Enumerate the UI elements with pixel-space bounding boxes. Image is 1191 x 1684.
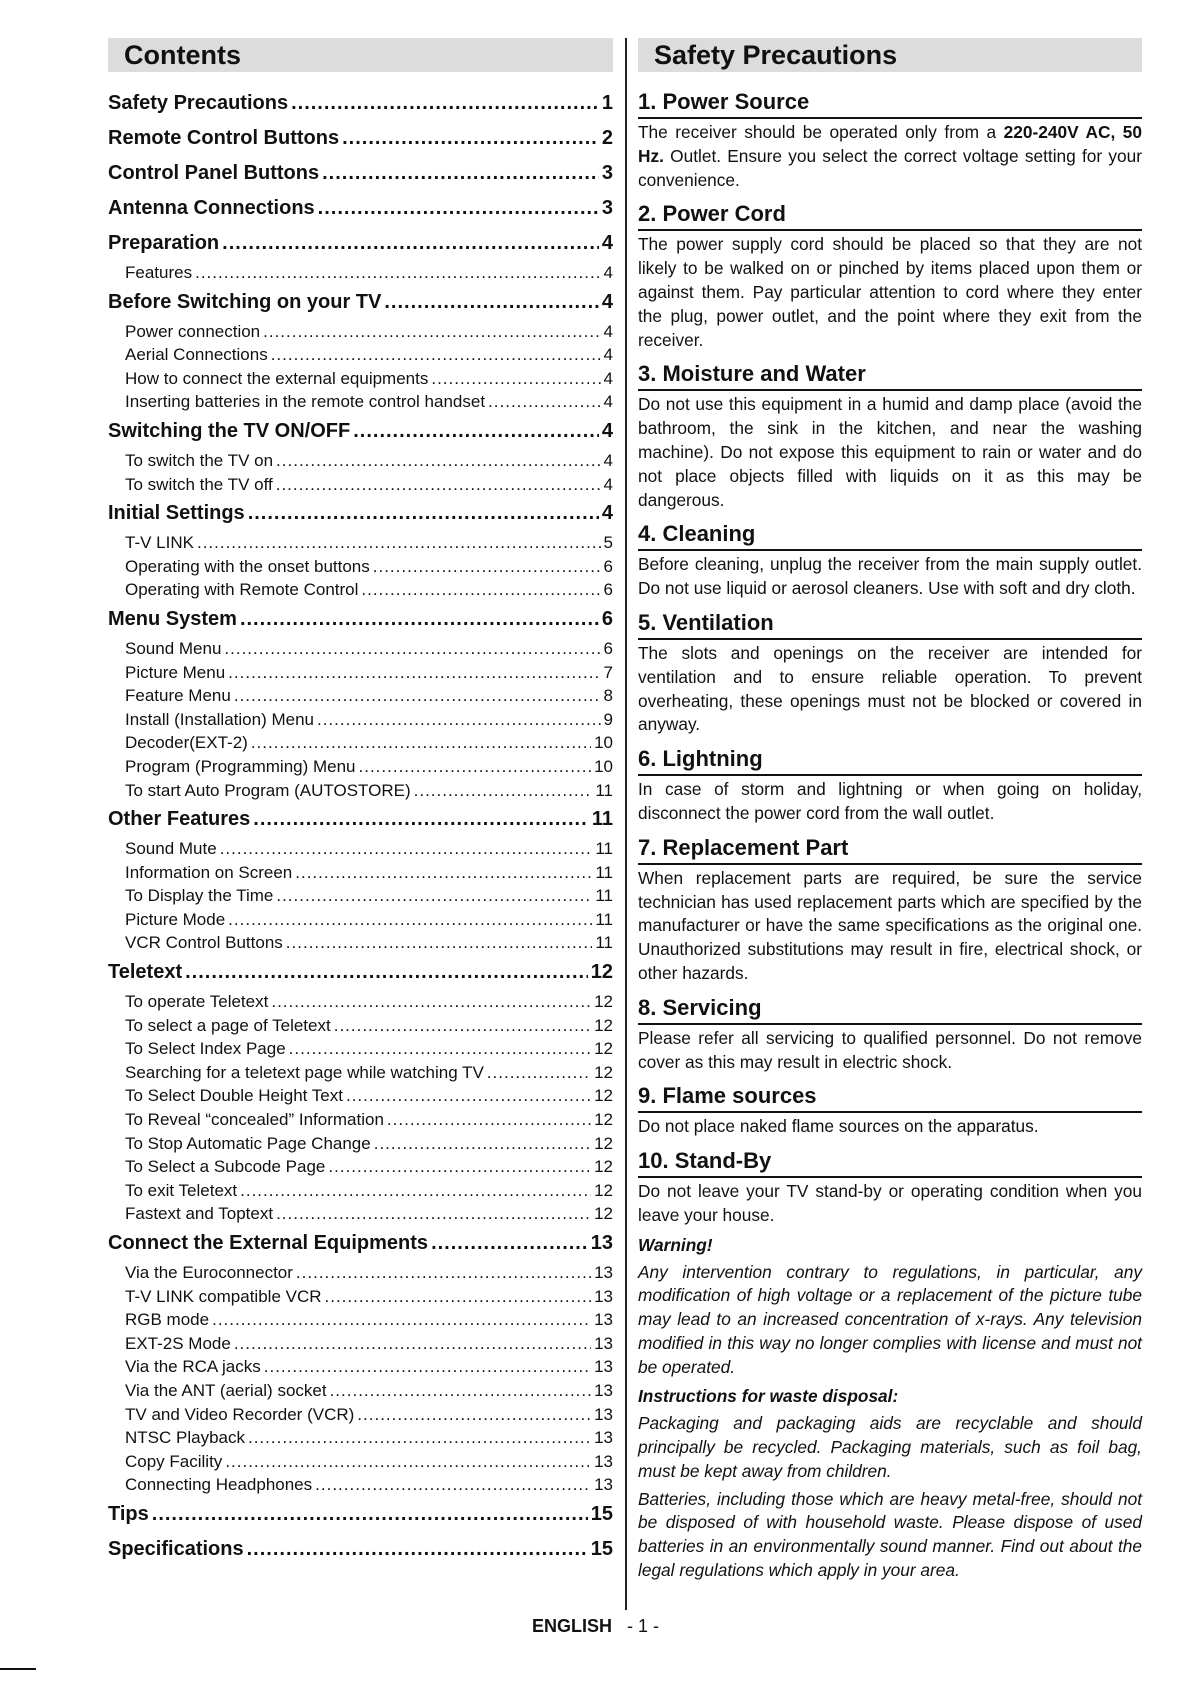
toc-entry: [108, 226, 613, 261]
toc-subentry-page: 12: [594, 1062, 613, 1082]
toc-entry-page: 4: [601, 502, 613, 525]
toc-subentry: [108, 1379, 613, 1403]
toc-subentry-page: 12: [594, 1180, 613, 1200]
toc-subentry-page: 13: [594, 1263, 613, 1282]
waste-title: Instructions for waste disposal:: [638, 1386, 899, 1407]
toc-subentry: [108, 1202, 613, 1226]
toc-entry-label: Connect the External Equipments: [108, 1232, 429, 1254]
toc-subentry-label: T-V LINK compatible VCR: [125, 1286, 322, 1306]
toc-subentry: [108, 390, 613, 414]
toc-subentry: [108, 1308, 613, 1332]
toc-subentry: [108, 1261, 613, 1285]
toc-leader: [228, 661, 600, 685]
toc-subentry: [108, 531, 613, 555]
toc-subentry-page: 13: [594, 1310, 613, 1330]
toc-entry-page: 6: [601, 607, 613, 630]
corner-mark: [0, 1668, 36, 1670]
toc-subentry-page: 13: [594, 1286, 613, 1306]
waste-text-2: Batteries, including those which are heavy metal-free, should not be disposed of with household waste. Please dispose of used batteries in an environmentally sound manner. Find out about the legal regulations which apply in your area.: [638, 1488, 1142, 1581]
safety-section-body: [638, 1115, 1142, 1139]
toc-subentry: [108, 1332, 613, 1356]
toc-leader: [315, 1473, 591, 1497]
toc-leader: [384, 285, 599, 320]
toc-subentry-page: 11: [595, 862, 613, 882]
toc-subentry-page: 9: [603, 709, 613, 729]
toc-entry: [108, 121, 613, 156]
toc-entry: [108, 156, 613, 191]
toc-leader: [276, 1202, 591, 1226]
toc-subentry: [108, 449, 613, 473]
safety-section-heading: 5. Ventilation: [638, 607, 1142, 640]
toc-entry-label: Preparation: [108, 232, 220, 254]
toc-subentry-label: Decoder(EXT-2): [125, 733, 248, 753]
warning-title: Warning!: [638, 1234, 713, 1255]
toc-subentry: [108, 637, 613, 661]
toc-subentry-page: 7: [603, 662, 613, 682]
toc-subentry-page: 6: [603, 580, 613, 600]
safety-section-heading: 1. Power Source: [638, 86, 1142, 119]
toc-entry-page: 11: [591, 808, 613, 831]
toc-leader: [318, 191, 599, 226]
toc-subentry: [108, 661, 613, 685]
toc-leader: [271, 990, 591, 1014]
toc-entry: [108, 86, 613, 121]
toc-entry-page: 3: [601, 197, 613, 219]
toc-leader: [414, 779, 593, 803]
safety-section-body: [638, 121, 1142, 192]
toc-subentry-label: TV and Video Recorder (VCR): [125, 1404, 355, 1424]
toc-entry-page: 15: [590, 1502, 613, 1525]
toc-subentry-label: To exit Teletext: [125, 1180, 238, 1200]
toc-subentry-label: Program (Programming) Menu: [125, 756, 356, 776]
toc-subentry-page: 11: [595, 909, 613, 929]
toc-leader: [195, 261, 600, 285]
toc-leader: [225, 1450, 591, 1474]
toc-leader: [487, 1061, 591, 1085]
body-text: Do not place naked flame sources on the apparatus.: [638, 1116, 1039, 1137]
toc-subentry: [108, 1473, 613, 1497]
toc-entry-page: 15: [590, 1537, 613, 1560]
toc-entry-page: 13: [590, 1232, 613, 1254]
safety-section-heading: 4. Cleaning: [638, 518, 1142, 551]
toc-subentry-page: 12: [594, 1086, 613, 1106]
toc-subentry: [108, 343, 613, 367]
toc-leader: [359, 755, 592, 779]
toc-subentry-label: To Select a Subcode Page: [125, 1157, 326, 1177]
toc-leader: [234, 684, 601, 708]
safety-section-body: [638, 233, 1142, 352]
toc-subentry-label: Inserting batteries in the remote control handset: [125, 392, 486, 412]
toc-leader: [431, 1226, 588, 1261]
toc-subentry: [108, 908, 613, 932]
toc-subentry: [108, 1037, 613, 1061]
page-footer: [0, 1616, 1191, 1637]
toc-subentry-label: Sound Mute: [125, 839, 217, 859]
toc-subentry-label: To Select Double Height Text: [125, 1086, 343, 1106]
toc-subentry: [108, 884, 613, 908]
toc-subentry-page: 13: [594, 1428, 613, 1448]
toc-leader: [296, 1261, 591, 1285]
toc-subentry: [108, 1355, 613, 1379]
safety-section-heading: 8. Servicing: [638, 992, 1142, 1025]
toc-subentry-label: To Reveal “concealed” Information: [125, 1110, 384, 1130]
toc-entry-label: Switching the TV ON/OFF: [108, 419, 351, 442]
toc-subentry-label: To Select Index Page: [125, 1039, 286, 1059]
toc-subentry-page: 4: [603, 368, 613, 388]
toc-entry-label: Control Panel Buttons: [108, 162, 320, 184]
toc-subentry-page: 12: [594, 1157, 613, 1177]
toc-subentry-label: Picture Mode: [125, 909, 226, 929]
body-text-cont: Outlet. Ensure you select the correct voltage setting for your convenience.: [638, 145, 1142, 190]
toc-subentry-page: 10: [594, 756, 613, 776]
toc-subentry-label: To switch the TV on: [125, 450, 274, 470]
toc-entry-page: 1: [601, 92, 613, 114]
toc-subentry: [108, 1179, 613, 1203]
safety-section-heading: 9. Flame sources: [638, 1080, 1142, 1113]
toc-leader: [271, 343, 601, 367]
toc-subentry-label: Via the ANT (aerial) socket: [125, 1380, 327, 1400]
body-text: When replacement parts are required, be sure the service technician has used replacement parts which are specified by the manufacturer or have the same specifications as the original one. Unauthorized substitutions may result in fire, electrical shock, or other hazards.: [638, 867, 1142, 983]
toc-leader: [328, 1155, 591, 1179]
toc-subentry-label: Via the RCA jacks: [125, 1357, 261, 1377]
toc-subentry-page: 4: [603, 392, 613, 412]
contents-column: [108, 38, 613, 1567]
waste-text-1: Packaging and packaging aids are recyclable and should principally be recycled. Packaging materials, such as foil bag, must be kept away from children.: [638, 1413, 1142, 1481]
toc-subentry-label: Connecting Headphones: [125, 1475, 313, 1495]
toc-subentry: [108, 731, 613, 755]
safety-section-heading: 7. Replacement Part: [638, 832, 1142, 865]
toc-subentry: [108, 708, 613, 732]
toc-subentry: [108, 555, 613, 579]
toc-leader: [357, 1403, 591, 1427]
column-divider: [625, 38, 627, 1610]
contents-title: Contents: [108, 38, 613, 72]
toc-subentry-label: To Display the Time: [125, 886, 274, 906]
toc-subentry: [108, 1285, 613, 1309]
toc-subentry: [108, 755, 613, 779]
toc-subentry: [108, 931, 613, 955]
safety-section-body: [638, 1180, 1142, 1228]
toc-subentry-page: 13: [594, 1475, 613, 1495]
toc-entry: [108, 802, 613, 837]
toc-subentry-label: To start Auto Program (AUTOSTORE): [125, 780, 411, 800]
body-text: Do not use this equipment in a humid and damp place (avoid the bathroom, the sink in the kitchen, and near the washing machine). Do not expose this equipment to rain or water and do not place objects filled with liquids on it as this may be dangerous.: [638, 394, 1142, 510]
toc-subentry-label: Picture Menu: [125, 662, 226, 682]
toc-subentry: [108, 1450, 613, 1474]
safety-section-body: [638, 1027, 1142, 1075]
toc-subentry-label: To switch the TV off: [125, 474, 273, 494]
toc-subentry-label: Sound Menu: [125, 638, 222, 658]
toc-entry: [108, 414, 613, 449]
toc-subentry-label: Power connection: [125, 321, 261, 341]
toc-leader: [197, 531, 601, 555]
toc-leader: [228, 908, 592, 932]
toc-leader: [330, 1379, 592, 1403]
toc-leader: [334, 1014, 591, 1038]
toc-leader: [247, 1532, 588, 1567]
toc-subentry-page: 5: [603, 533, 613, 553]
toc-entry-label: Remote Control Buttons: [108, 127, 340, 149]
toc-subentry-label: Copy Facility: [125, 1451, 223, 1471]
toc-subentry-label: EXT-2S Mode: [125, 1333, 231, 1353]
body-text: Please refer all servicing to qualified personnel. Do not remove cover as this may result in electric shock.: [638, 1027, 1142, 1072]
toc-leader: [240, 1179, 591, 1203]
toc-leader: [251, 731, 591, 755]
toc-subentry: [108, 320, 613, 344]
toc-entry-label: Before Switching on your TV: [108, 290, 382, 313]
toc-subentry-page: 8: [603, 686, 613, 706]
toc-entry: [108, 955, 613, 990]
toc-entry: [108, 1226, 613, 1261]
toc-leader: [276, 884, 592, 908]
toc-subentry-page: 13: [594, 1357, 613, 1377]
toc-subentry: [108, 779, 613, 803]
toc-subentry: [108, 261, 613, 285]
safety-title: Safety Precautions: [638, 38, 1142, 72]
safety-section-body: [638, 642, 1142, 737]
toc-leader: [248, 496, 599, 531]
toc-subentry-page: 12: [594, 1039, 613, 1059]
toc-entry-label: Teletext: [108, 961, 183, 984]
body-emphasis: 220-240V AC, 50 Hz.: [638, 122, 1142, 166]
toc-subentry-page: 12: [594, 1133, 613, 1153]
toc-leader: [234, 1332, 591, 1356]
toc-leader: [317, 708, 601, 732]
toc-leader: [253, 802, 589, 837]
toc-subentry-label: VCR Control Buttons: [125, 933, 283, 953]
toc-leader: [185, 955, 588, 990]
toc-leader: [346, 1084, 591, 1108]
toc-subentry: [108, 1061, 613, 1085]
toc-entry: [108, 285, 613, 320]
toc-subentry-label: RGB mode: [125, 1310, 210, 1330]
toc-subentry-page: 4: [603, 345, 613, 365]
toc-entry: [108, 602, 613, 637]
body-text: The power supply cord should be placed so that they are not likely to be walked on or pinched by items placed upon them or against them. Pay particular attention to cord where they enter the plug, power outlet, and the point where they exit from the receiver.: [638, 234, 1142, 350]
toc-entry: [108, 191, 613, 226]
toc-entry-label: Other Features: [108, 808, 251, 831]
toc-leader: [325, 1285, 592, 1309]
toc-entry-page: 12: [590, 961, 613, 984]
toc-subentry: [108, 837, 613, 861]
toc-leader: [224, 637, 600, 661]
toc-subentry-page: 12: [594, 992, 613, 1012]
toc-leader: [353, 414, 599, 449]
toc-subentry-label: NTSC Playback: [125, 1428, 245, 1448]
safety-section-body: [638, 393, 1142, 512]
toc-subentry-label: Aerial Connections: [125, 345, 268, 365]
toc-entry-label: Menu System: [108, 607, 237, 630]
body-text: The receiver should be operated only from a: [638, 122, 1004, 142]
toc-subentry: [108, 684, 613, 708]
toc-subentry: [108, 473, 613, 497]
toc-leader: [240, 602, 599, 637]
toc-leader: [387, 1108, 591, 1132]
toc-subentry-label: To operate Teletext: [125, 992, 269, 1012]
toc-subentry-page: 13: [594, 1451, 613, 1471]
toc-entry-page: 3: [601, 162, 613, 184]
toc-subentry: [108, 1132, 613, 1156]
toc-subentry-label: To Stop Automatic Page Change: [125, 1133, 371, 1153]
toc-leader: [374, 1132, 591, 1156]
toc-subentry: [108, 367, 613, 391]
toc-subentry-page: 6: [603, 556, 613, 576]
safety-sections: [638, 86, 1142, 1228]
toc-leader: [220, 837, 593, 861]
safety-section-heading: 10. Stand-By: [638, 1145, 1142, 1178]
toc-leader: [488, 390, 600, 414]
toc-subentry: [108, 578, 613, 602]
toc-leader: [264, 1355, 591, 1379]
toc-subentry-page: 13: [594, 1333, 613, 1353]
toc-leader: [373, 555, 601, 579]
toc-subentry: [108, 1403, 613, 1427]
body-text: In case of storm and lightning or when going on holiday, disconnect the power cord from the wall outlet.: [638, 779, 1142, 823]
toc-subentry-label: Operating with Remote Control: [125, 580, 359, 600]
toc-leader: [431, 367, 600, 391]
toc-subentry-page: 13: [594, 1404, 613, 1424]
body-text: Do not leave your TV stand-by or operating condition when you leave your house.: [638, 1181, 1142, 1225]
toc-entry-page: 4: [601, 290, 613, 313]
toc-entry-page: 4: [601, 419, 613, 442]
toc-subentry-page: 6: [603, 638, 613, 658]
toc-subentry-page: 11: [595, 933, 613, 953]
toc-subentry: [108, 1014, 613, 1038]
table-of-contents: [108, 86, 613, 1567]
toc-leader: [276, 473, 601, 497]
footer-page-number: - 1 -: [627, 1616, 660, 1636]
toc-leader: [295, 861, 592, 885]
toc-subentry-label: Information on Screen: [125, 862, 293, 882]
toc-subentry-label: Install (Installation) Menu: [125, 709, 314, 729]
toc-subentry-page: 4: [603, 450, 613, 470]
safety-section-heading: 6. Lightning: [638, 743, 1142, 776]
toc-subentry-page: 11: [595, 886, 613, 906]
toc-subentry-label: T-V LINK: [125, 533, 194, 553]
toc-subentry: [108, 1108, 613, 1132]
toc-subentry-page: 11: [595, 780, 613, 800]
toc-subentry: [108, 861, 613, 885]
safety-section-body: [638, 867, 1142, 986]
toc-subentry-label: To select a page of Teletext: [125, 1015, 331, 1035]
toc-leader: [291, 86, 599, 121]
toc-leader: [361, 578, 600, 602]
toc-entry-label: Safety Precautions: [108, 92, 289, 114]
safety-section-body: [638, 778, 1142, 826]
toc-subentry-page: 11: [595, 839, 613, 859]
toc-subentry-label: Searching for a teletext page while watching TV: [125, 1062, 484, 1082]
toc-subentry-page: 4: [603, 321, 613, 341]
body-text: The slots and openings on the receiver are intended for ventilation and to ensure reliable operation. To prevent overheating, these openings must not be blocked or covered in anyway.: [638, 642, 1142, 735]
toc-subentry-page: 12: [594, 1110, 613, 1130]
toc-entry-label: Tips: [108, 1502, 149, 1525]
toc-entry: [108, 1497, 613, 1532]
toc-leader: [322, 156, 599, 191]
toc-entry-label: Specifications: [108, 1537, 244, 1560]
footer-language: ENGLISH: [531, 1616, 612, 1636]
body-text: Before cleaning, unplug the receiver from the main supply outlet. Do not use liquid or aerosol cleaners. Use with soft and dry cloth.: [638, 554, 1142, 599]
toc-entry-page: 2: [601, 127, 613, 149]
toc-subentry-page: 13: [594, 1380, 613, 1400]
safety-section-heading: 2. Power Cord: [638, 198, 1142, 231]
safety-section-heading: 3. Moisture and Water: [638, 358, 1142, 391]
toc-leader: [276, 449, 600, 473]
toc-entry: [108, 1532, 613, 1567]
toc-subentry-label: Via the Euroconnector: [125, 1263, 293, 1282]
toc-entry-label: Antenna Connections: [108, 197, 315, 219]
toc-subentry-label: Features: [125, 263, 193, 282]
toc-leader: [286, 931, 593, 955]
toc-leader: [342, 121, 599, 156]
toc-entry-label: Initial Settings: [108, 502, 245, 525]
toc-leader: [248, 1426, 591, 1450]
toc-leader: [289, 1037, 591, 1061]
toc-leader: [222, 226, 599, 261]
warning-text: Any intervention contrary to regulations, in particular, any modification of high voltage or a replacement of the picture tube may lead to an increased concentration of x-rays. Any television modified in this way no longer complies with license and must not be operated.: [638, 1261, 1142, 1377]
toc-subentry-label: Operating with the onset buttons: [125, 556, 370, 576]
toc-entry: [108, 496, 613, 531]
toc-subentry-label: How to connect the external equipments: [125, 368, 429, 388]
toc-subentry: [108, 990, 613, 1014]
toc-subentry-label: Fastext and Toptext: [125, 1204, 274, 1224]
toc-subentry-page: 12: [594, 1015, 613, 1035]
safety-column: [638, 38, 1142, 1583]
toc-subentry-page: 12: [594, 1204, 613, 1224]
toc-subentry-page: 4: [603, 263, 613, 282]
toc-subentry-page: 4: [603, 474, 613, 494]
toc-subentry: [108, 1084, 613, 1108]
toc-subentry: [108, 1426, 613, 1450]
safety-section-body: [638, 553, 1142, 601]
toc-leader: [152, 1497, 588, 1532]
toc-entry-page: 4: [601, 232, 613, 254]
toc-subentry-label: Feature Menu: [125, 686, 231, 706]
toc-leader: [212, 1308, 591, 1332]
toc-subentry-page: 10: [594, 733, 613, 753]
toc-leader: [263, 320, 600, 344]
toc-subentry: [108, 1155, 613, 1179]
